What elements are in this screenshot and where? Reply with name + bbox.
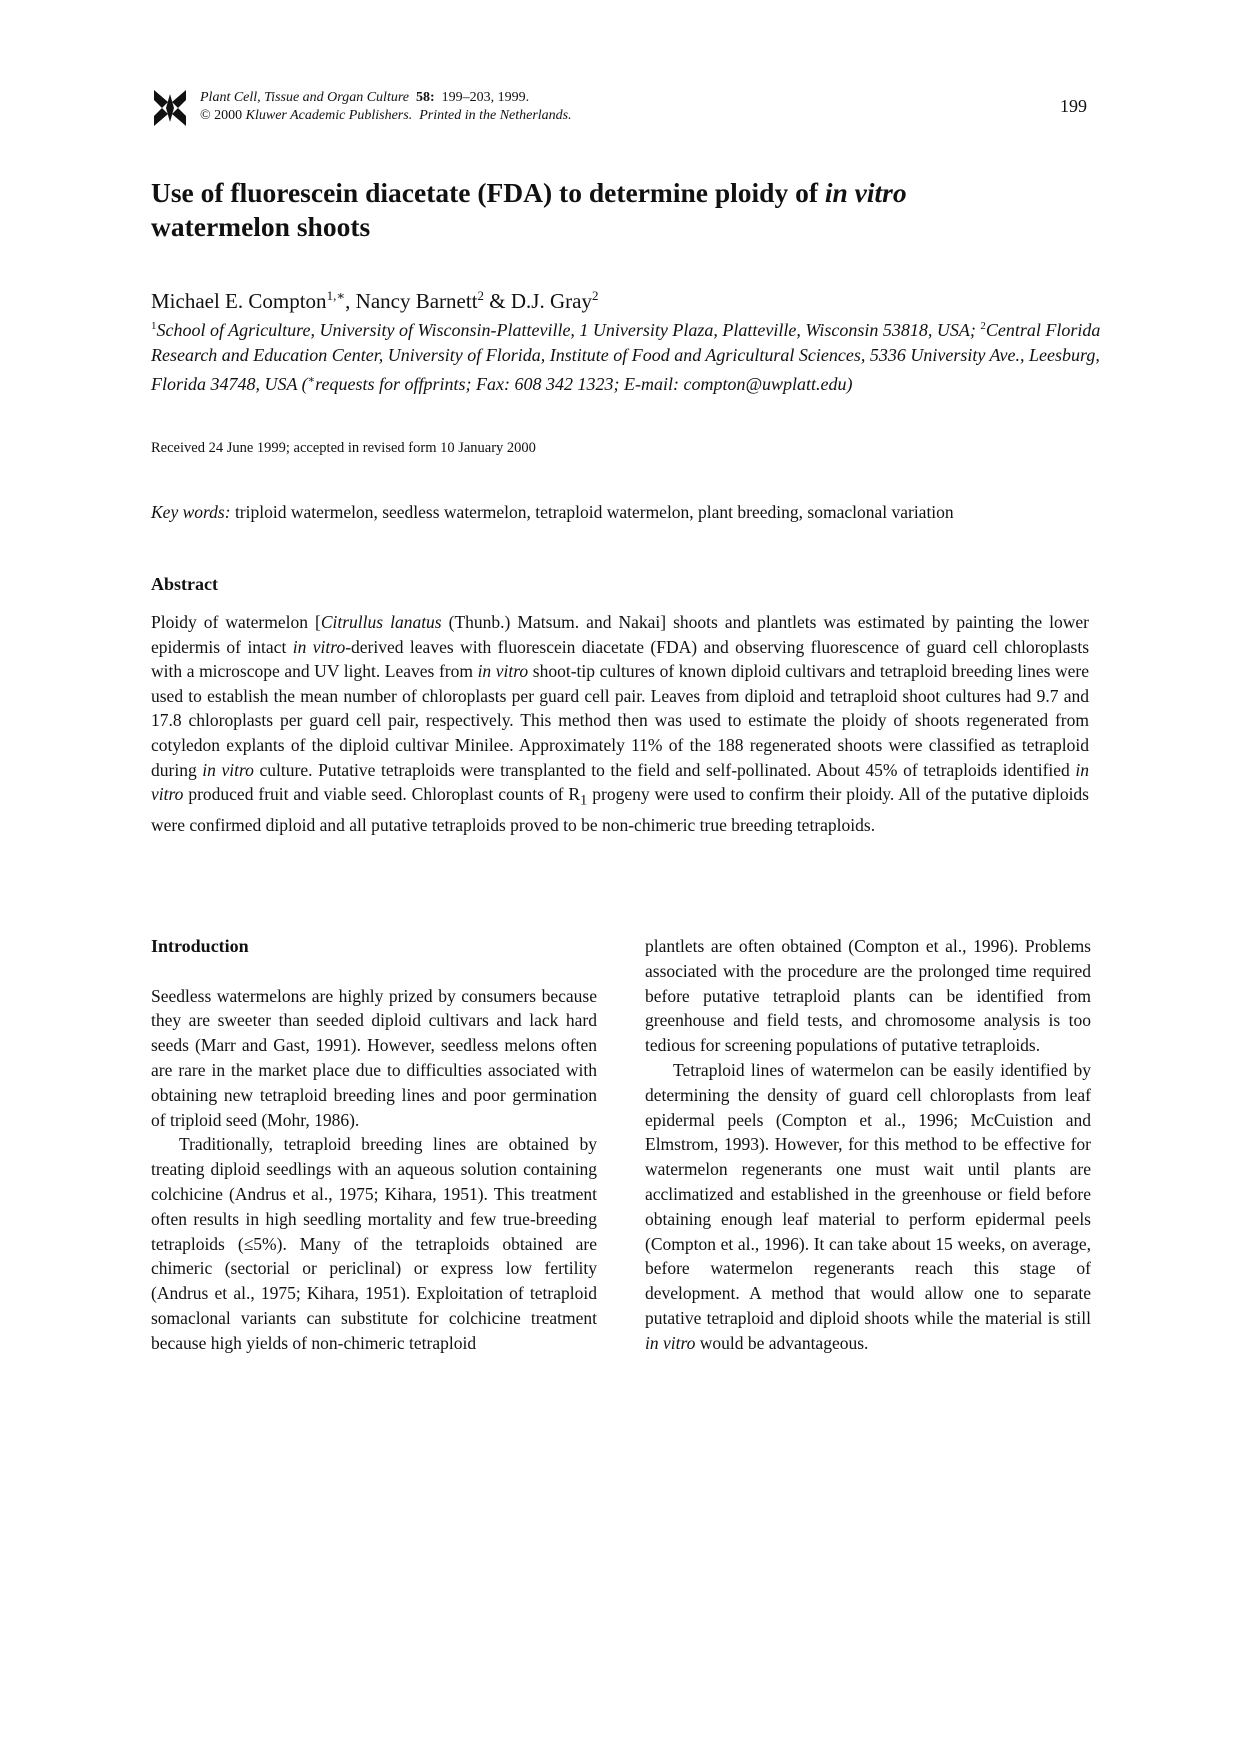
affiliations: $^1$School of Agriculture, University of Wisconsin-Platteville, 1 University Plaza, Platteville, Wisconsin 53818, USA; $^2$Central Florida Research and Education Center, University of Florida, Institute of Food and Agricultural Sciences, 5336 University Ave., Leesburg, Florida 34748, USA (∗requests for offprints; Fax: 608 342 1323; E-mail: compton@uwplatt.edu) (151, 320, 1101, 394)
intro-right-column (645, 934, 1091, 1356)
introduction-heading: Introduction (151, 936, 249, 956)
received-dates: Received 24 June 1999; accepted in revised form 10 January 2000 (151, 440, 536, 456)
paper-title: Use of fluorescein diacetate (FDA) to determine ploidy of in vitro watermelon shoots (151, 177, 907, 242)
intro-paragraph-2-continued: plantlets are often obtained (Compton et al., 1996). Problems associated with the procedure are the prolonged time required before putative tetraploid plants can be identified from greenhouse and field tests, and chromosome analysis is too tedious for screening populations of putative tetraploids. (645, 936, 1091, 1056)
page-number: 199 (1060, 96, 1087, 116)
author-list: Michael E. Compton$^{1,∗}$, Nancy Barnett$^2$ & D.J. Gray$^2$ (151, 288, 599, 313)
journal-citation: Plant Cell, Tissue and Organ Culture 58: 199–203, 1999. (200, 90, 530, 105)
copyright-line: © 2000 Kluwer Academic Publishers. Printed in the Netherlands. (200, 108, 572, 123)
intro-paragraph-3: Tetraploid lines of watermelon can be easily identified by determining the density of guard cell chloroplasts from leaf epidermal peels (Compton et al., 1996; McCuistion and Elmstrom, 1993). However, for this method to be effective for watermelon regenerants one must wait until plants are acclimatized and established in the greenhouse or field before obtaining enough leaf material to perform epidermal peels (Compton et al., 1996). It can take about 15 weeks, on average, before watermelon regenerants reach this stage of development. A method that would allow one to separate putative tetraploid and diploid shoots while the material is still in vitro would be advantageous. (645, 1059, 1091, 1353)
journal-header (200, 89, 572, 125)
abstract-body: Ploidy of watermelon [Citrullus lanatus (Thunb.) Matsum. and Nakai] shoots and plantlets was estimated by painting the lower epidermis of intact in vitro-derived leaves with fluorescein diacetate (FDA) and observing fluorescence of guard cell chloroplasts with a microscope and UV light. Leaves from in vitro shoot-tip cultures of known diploid cultivars and tetraploid breeding lines were used to establish the mean number of chloroplasts per guard cell pair. Leaves from diploid and tetraploid shoot cultures had 9.7 and 17.8 chloroplasts per guard cell pair, respectively. This method then was used to estimate the ploidy of shoots regenerated from cotyledon explants of the diploid cultivar Minilee. Approximately 11% of the 188 regenerated shoots were classified as tetraploid during in vitro culture. Putative tetraploids were transplanted to the field and self-pollinated. About 45% of tetraploids identified in vitro produced fruit and viable seed. Chloroplast counts of $R_1$ progeny were used to confirm their ploidy. All of the putative diploids were confirmed diploid and all putative tetraploids proved to be non-chimeric true breeding tetraploids. (151, 612, 1090, 836)
intro-left-column (151, 934, 597, 1356)
intro-paragraph-2: Traditionally, tetraploid breeding lines are obtained by treating diploid seedlings with an aqueous solution containing colchicine (Andrus et al., 1975; Kihara, 1951). This treatment often results in high seedling mortality and few true-breeding tetraploids (≤5%). Many of the tetraploids obtained are chimeric (sectorial or periclinal) or express low fertility (Andrus et al., 1975; Kihara, 1951). Exploitation of tetraploid somaclonal variants can substitute for colchicine treatment because high yields of non-chimeric tetraploid (151, 1134, 597, 1353)
publisher-logo (152, 88, 188, 128)
abstract-heading: Abstract (151, 574, 218, 594)
keywords: Key words: triploid watermelon, seedless watermelon, tetraploid watermelon, plant breeding, somaclonal variation (151, 502, 954, 522)
intro-paragraph-1: Seedless watermelons are highly prized by consumers because they are sweeter than seeded diploid cultivars and lack hard seeds (Marr and Gast, 1991). However, seedless melons often are rare in the market place due to difficulties associated with obtaining new tetraploid breeding lines and poor germination of triploid seed (Mohr, 1986). (151, 985, 597, 1130)
